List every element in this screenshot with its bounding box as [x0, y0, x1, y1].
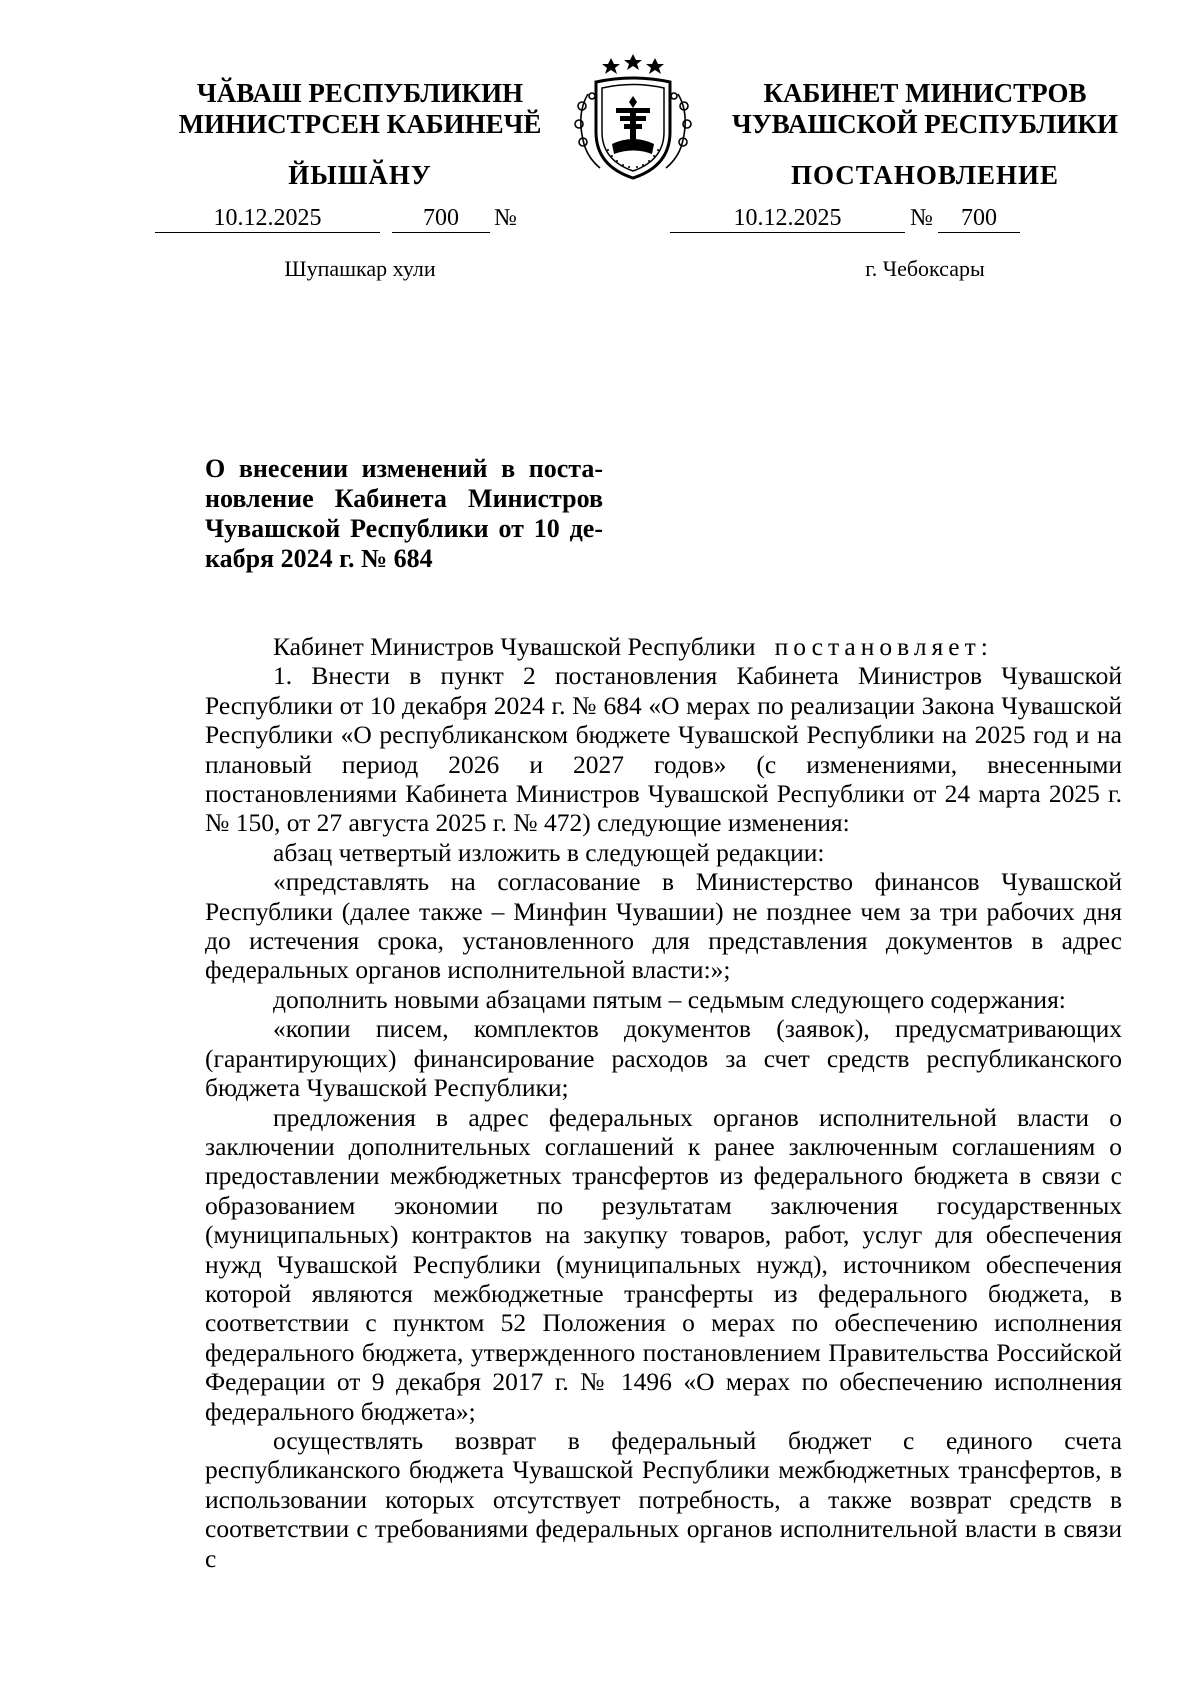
document-body — [205, 632, 1122, 1573]
left-number: 700 — [392, 204, 490, 233]
left-org-name — [175, 78, 545, 140]
left-org-line1: ЧӐВАШ РЕСПУБЛИКИН — [196, 78, 524, 108]
chuvash-coat-of-arms-icon — [566, 54, 700, 186]
body-paragraph-1: 1. Внести в пункт 2 постановления Кабинета Министров Чувашской Республики от 10 декабря 2024 г. № 684 «О мерах по реализации Закона Чувашской Республики «О республиканском бюджете Чувашской Республики на 2025 год и на плановый период 2026 и 2027 годов» (с изменениями, внесенными постановлениями Кабинета Министров Чувашской Республики от 24 марта 2025 г. № 150, от 27 августа 2025 г. № 472) следующие изменения: — [205, 661, 1122, 838]
right-number-sign: № — [910, 205, 933, 231]
body-paragraph-4: дополнить новыми абзацами пятым – седьмым следующего содержания: — [273, 984, 1066, 1014]
body-paragraph-2: абзац четвертый изложить в следующей редакции: — [273, 837, 825, 867]
right-org-line2: ЧУВАШСКОЙ РЕСПУБЛИКИ — [732, 109, 1118, 139]
body-paragraph-7: осуществлять возврат в федеральный бюджет с единого счета республиканского бюджета Чувашской Республики межбюджетных трансфертов, в использовании которых отсутствует потребность, а также возврат средств в соответствии с требованиями федеральных органов исполнительной власти в связи с — [205, 1425, 1122, 1573]
subject-line3: Чувашской Республики от 10 де- — [205, 514, 603, 543]
right-date: 10.12.2025 — [670, 204, 905, 233]
subject-line4: кабря 2024 г. № 684 — [205, 544, 433, 573]
left-place: Шупашкар хули — [284, 256, 436, 281]
left-org-line2: МИНИСТРСЕН КАБИНЕЧӖ — [178, 109, 542, 139]
body-paragraph-3: «представлять на согласование в Министерство финансов Чувашской Республики (далее также – Минфин Чувашии) не позднее чем за три рабочих дня до истечения срока, установленного для представления документов в адрес федеральных органов исполнительной власти:»; — [205, 867, 1122, 985]
body-paragraph-5: «копии писем, комплектов документов (заявок), предусматривающих (гарантирующих) финансирование расходов за счет средств республиканского бюджета Чувашской Республики; — [205, 1014, 1122, 1103]
right-doctype: ПОСТАНОВЛЕНИЕ — [790, 160, 1060, 190]
left-date-field — [155, 204, 380, 234]
subject-line2: новление Кабинета Министров — [205, 484, 603, 513]
intro-verb: постановляет: — [774, 632, 993, 661]
right-place: г. Чебоксары — [865, 256, 985, 281]
right-date-field — [670, 204, 905, 234]
left-number-sign: № — [494, 205, 517, 231]
right-org-name — [725, 78, 1125, 140]
left-doctype: ЙЫШӐНУ — [288, 160, 432, 190]
body-paragraph-6: предложения в адрес федеральных органов исполнительной власти о заключении дополнительных соглашений к ранее заключенным соглашениям о предоставлении межбюджетных трансфертов из федерального бюджета в связи с образованием экономии по результатам заключения государственных (муниципальных) контрактов на закупку товаров, работ, услуг для обеспечения нужд Чувашской Республики (муниципальных нужд), источником обеспечения которой являются межбюджетные трансферты из федерального бюджета, в соответствии с пунктом 52 Положения о мерах по обеспечению исполнения федерального бюджета, утвержденного постановлением Правительства Российской Федерации от 9 декабря 2017 г. № 1496 «О мерах по обеспечению исполнения федерального бюджета»; — [205, 1102, 1122, 1426]
right-number-field — [938, 204, 1020, 234]
subject-line1: О внесении изменений в поста- — [205, 454, 603, 483]
right-org-line1: КАБИНЕТ МИНИСТРОВ — [763, 78, 1087, 108]
right-number: 700 — [938, 204, 1020, 233]
body-intro — [205, 632, 1122, 661]
left-date: 10.12.2025 — [155, 204, 380, 233]
intro-text: Кабинет Министров Чувашской Республики — [273, 632, 756, 661]
left-number-field — [392, 204, 490, 234]
document-subject — [205, 454, 603, 574]
